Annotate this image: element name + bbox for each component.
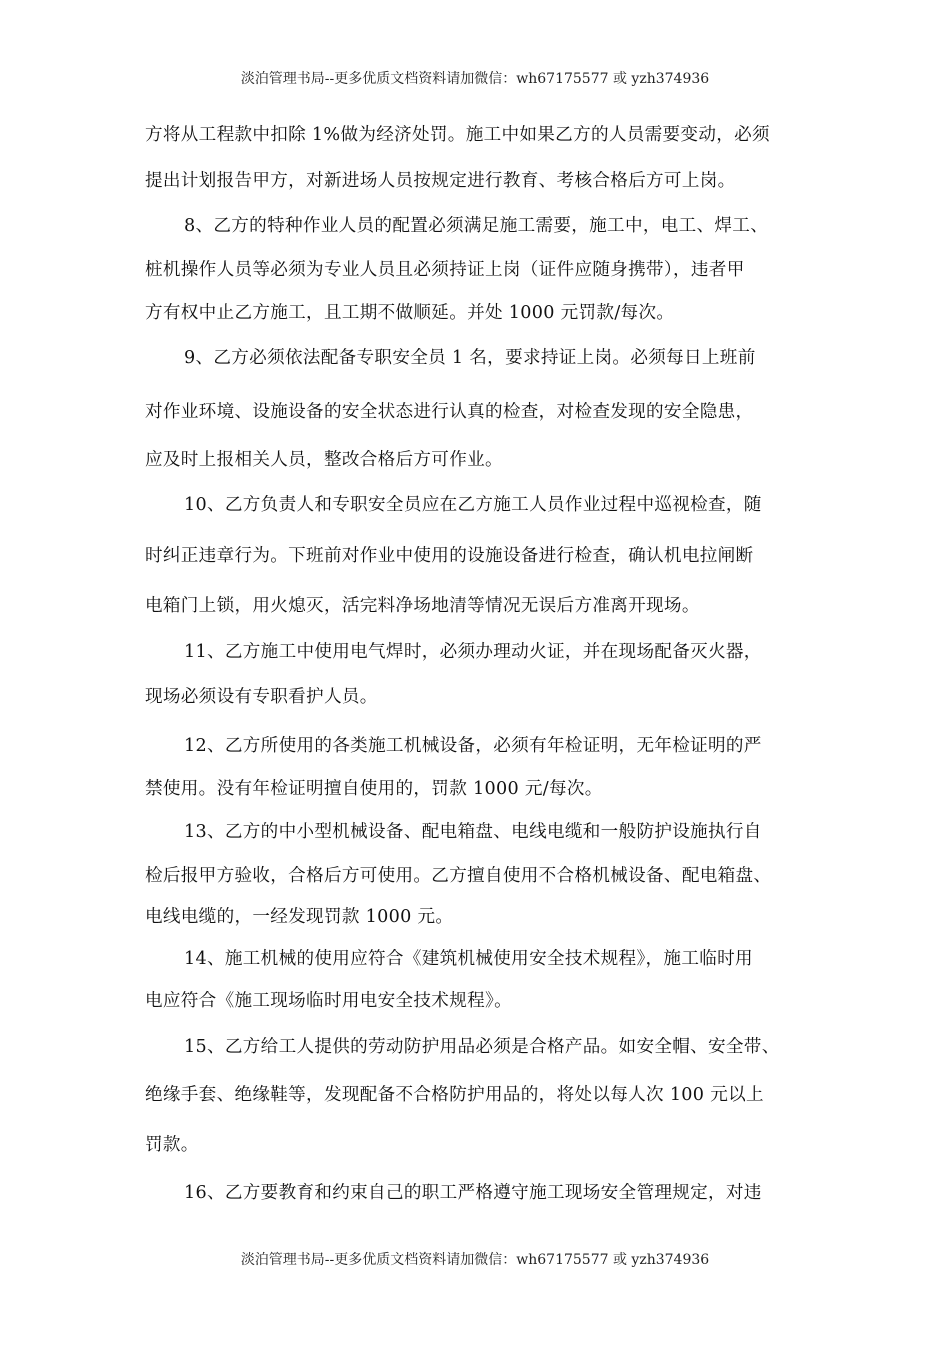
- text-line: 12、乙方所使用的各类施工机械设备，必须有年检证明，无年检证明的严: [184, 736, 762, 756]
- text-line: 方有权中止乙方施工，且工期不做顺延。并处 1000 元罚款/每次。: [145, 303, 675, 323]
- text-line: 10、乙方负责人和专职安全员应在乙方施工人员作业过程中巡视检查，随: [184, 495, 762, 515]
- page-header: 淡泊管理书局--更多优质文档资料请加微信：wh67175577 或 yzh374936: [240, 71, 710, 87]
- text-line: 电线电缆的，一经发现罚款 1000 元。: [145, 907, 454, 927]
- text-line: 提出计划报告甲方，对新进场人员按规定进行教育、考核合格后方可上岗。: [145, 171, 736, 191]
- text-line: 时纠正违章行为。下班前对作业中使用的设施设备进行检查，确认机电拉闸断: [145, 546, 754, 566]
- text-line: 11、乙方施工中使用电气焊时，必须办理动火证，并在现场配备灭火器，: [184, 642, 762, 662]
- text-line: 检后报甲方验收，合格后方可使用。乙方擅自使用不合格机械设备、配电箱盘、: [145, 866, 772, 886]
- text-line: 16、乙方要教育和约束自己的职工严格遵守施工现场安全管理规定，对违: [184, 1183, 762, 1203]
- text-line: 禁使用。没有年检证明擅自使用的，罚款 1000 元/每次。: [145, 779, 603, 799]
- text-line: 14、施工机械的使用应符合《建筑机械使用安全技术规程》，施工临时用: [184, 949, 753, 969]
- page-footer: 淡泊管理书局--更多优质文档资料请加微信：wh67175577 或 yzh374936: [240, 1252, 710, 1268]
- text-line: 绝缘手套、绝缘鞋等，发现配备不合格防护用品的，将处以每人次 100 元以上: [145, 1085, 764, 1105]
- text-line: 电箱门上锁，用火熄灭，活完料净场地清等情况无误后方准离开现场。: [145, 596, 700, 616]
- text-line: 应及时上报相关人员，整改合格后方可作业。: [145, 450, 503, 470]
- text-line: 电应符合《施工现场临时用电安全技术规程》。: [145, 991, 512, 1011]
- text-line: 13、乙方的中小型机械设备、配电箱盘、电线电缆和一般防护设施执行自: [184, 822, 762, 842]
- text-line: 15、乙方给工人提供的劳动防护用品必须是合格产品。如安全帽、安全带、: [184, 1037, 780, 1057]
- text-line: 9、乙方必须依法配备专职安全员 1 名，要求持证上岗。必须每日上班前: [184, 348, 756, 368]
- text-line: 8、乙方的特种作业人员的配置必须满足施工需要，施工中，电工、焊工、: [184, 216, 769, 236]
- text-line: 方将从工程款中扣除 1%做为经济处罚。施工中如果乙方的人员需要变动，必须: [145, 125, 770, 145]
- text-line: 罚款。: [145, 1135, 199, 1155]
- text-line: 桩机操作人员等必须为专业人员且必须持证上岗（证件应随身携带），违者甲: [145, 260, 745, 280]
- text-line: 对作业环境、设施设备的安全状态进行认真的检查，对检查发现的安全隐患，: [145, 402, 754, 422]
- text-line: 现场必须设有专职看护人员。: [145, 687, 378, 707]
